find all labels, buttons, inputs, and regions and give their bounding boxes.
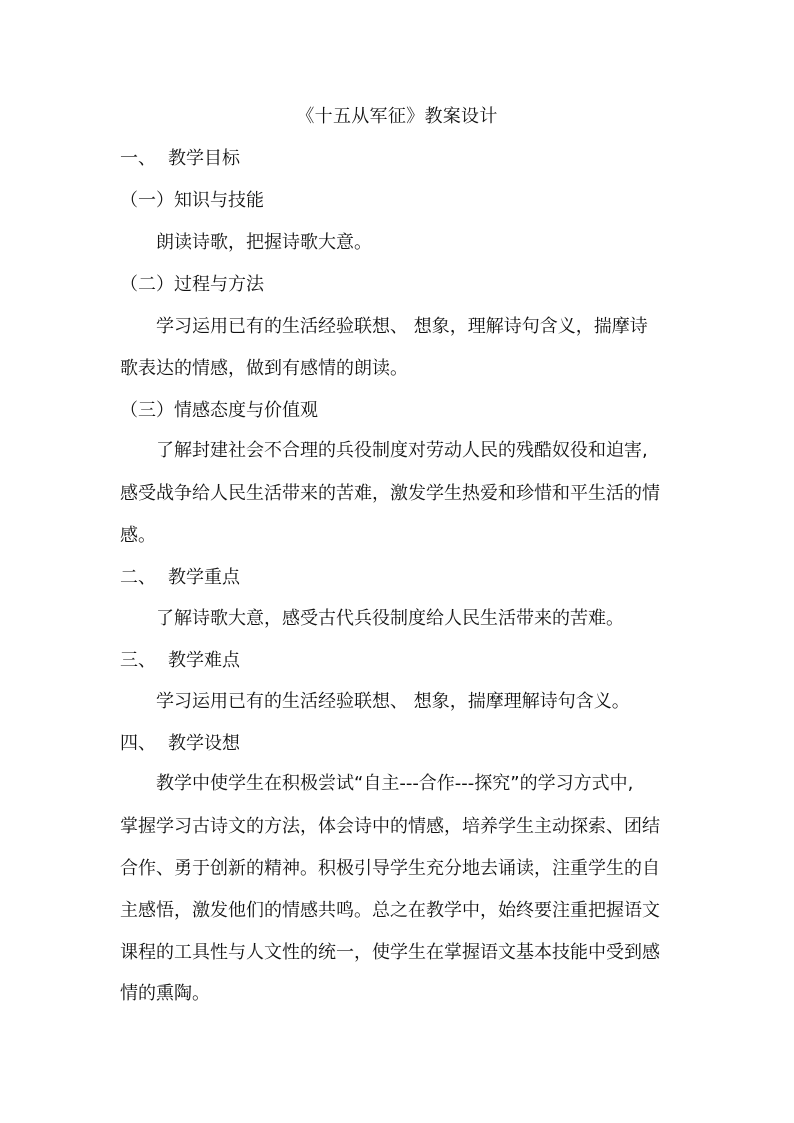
- section-title: 教学目标: [168, 148, 240, 169]
- paragraph-line: 掌握学习古诗文的方法，体会诗中的情感，培养学生主动探索、团结: [120, 816, 660, 837]
- section-number: 四、: [120, 733, 156, 754]
- paragraph-line: 情的熏陶。: [120, 983, 210, 1004]
- paragraph-line: 学习运用已有的生活经验联想、 想象，揣摩理解诗句含义。: [156, 691, 630, 712]
- paragraph-line: 感受战争给人民生活带来的苦难，激发学生热爱和珍惜和平生活的情: [120, 483, 660, 504]
- paragraph-line: 合作、勇于创新的精神。积极引导学生充分地去诵读，注重学生的自: [120, 858, 660, 879]
- section-title: 教学设想: [168, 733, 240, 754]
- section-number: 二、: [120, 567, 156, 588]
- paragraph-line: 课程的工具性与人文性的统一，使学生在掌握语文基本技能中受到感: [120, 942, 660, 963]
- paragraph-line: 了解诗歌大意，感受古代兵役制度给人民生活带来的苦难。: [156, 608, 624, 629]
- document-title: 《十五从军征》教案设计: [296, 106, 498, 127]
- paragraph-line: 教学中使学生在积极尝试“自主---合作---探究”的学习方式中,: [156, 773, 634, 794]
- paragraph-line: 朗读诗歌，把握诗歌大意。: [156, 232, 372, 253]
- subsection-heading-process: （二）过程与方法: [120, 274, 264, 295]
- paragraph-line: 了解封建社会不合理的兵役制度对劳动人民的残酷奴役和迫害,: [156, 440, 648, 461]
- paragraph-line: 学习运用已有的生活经验联想、 想象，理解诗句含义，揣摩诗: [156, 316, 648, 337]
- paragraph-line: 感。: [120, 525, 156, 546]
- subsection-heading-knowledge: （一）知识与技能: [120, 190, 264, 211]
- paragraph-line: 主感悟，激发他们的情感共鸣。总之在教学中，始终要注重把握语文: [120, 900, 660, 921]
- paragraph-line: 歌表达的情感，做到有感情的朗读。: [120, 358, 408, 379]
- section-heading-objectives: [120, 146, 240, 172]
- section-heading-teaching-ideas: [120, 731, 240, 757]
- section-heading-key-points: [120, 565, 240, 591]
- section-title: 教学难点: [168, 650, 240, 671]
- section-heading-difficulties: [120, 648, 240, 674]
- section-title: 教学重点: [168, 567, 240, 588]
- section-number: 三、: [120, 650, 156, 671]
- subsection-heading-emotion: （三）情感态度与价值观: [120, 400, 318, 421]
- section-number: 一、: [120, 148, 156, 169]
